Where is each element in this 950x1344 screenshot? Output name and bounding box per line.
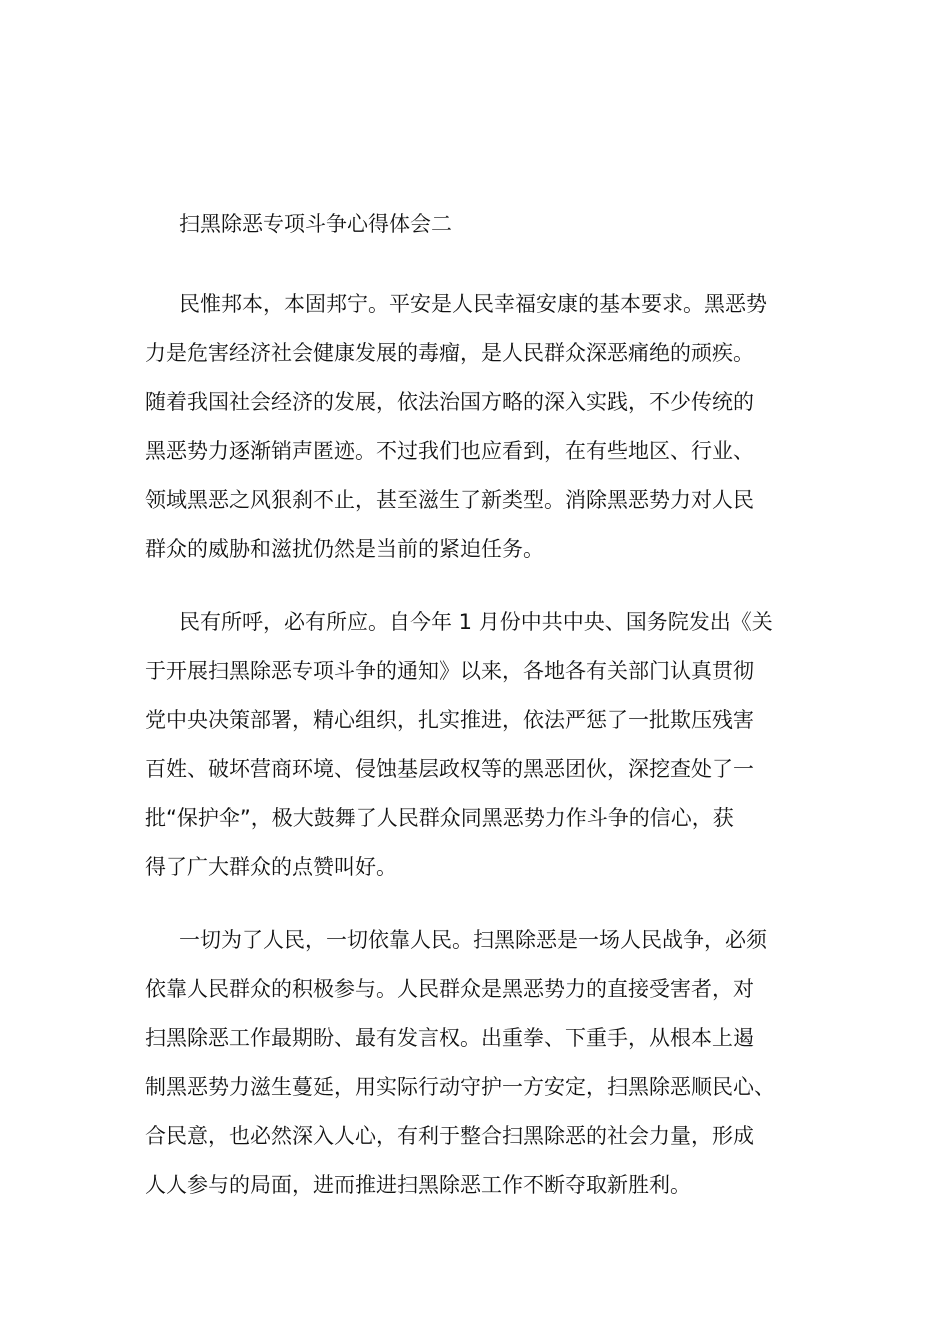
paragraph-line: 合民意，也必然深入人心，有利于整合扫黑除恶的社会力量，形成 <box>145 1124 754 1148</box>
paragraph-line: 随着我国社会经济的发展，依法治国方略的深入实践，不少传统的 <box>145 390 754 414</box>
paragraph-3 <box>145 916 815 1210</box>
paragraph-1 <box>145 280 815 574</box>
paragraph-line: 批“保护伞”，极大鼓舞了人民群众同黑恶势力作斗争的信心，获 <box>145 806 734 830</box>
paragraph-line: 力是危害经济社会健康发展的毒瘤，是人民群众深恶痛绝的顽疾。 <box>145 341 754 365</box>
paragraph-line: 群众的威胁和滋扰仍然是当前的紧迫任务。 <box>145 537 544 561</box>
paragraph-line: 制黑恶势力滋生蔓延，用实际行动守护一方安定，扫黑除恶顺民心、 <box>145 1075 775 1099</box>
paragraph-line: 得了广大群众的点赞叫好。 <box>145 855 397 879</box>
paragraph-line: 扫黑除恶工作最期盼、最有发言权。出重拳、下重手，从根本上遏 <box>145 1026 754 1050</box>
paragraph-line: 民有所呼，必有所应。自今年 1 月份中共中央、国务院发出《关 <box>179 610 773 634</box>
paragraph-2 <box>145 598 815 892</box>
paragraph-line: 领域黑恶之风狠刹不止，甚至滋生了新类型。消除黑恶势力对人民 <box>145 488 754 512</box>
paragraph-line: 黑恶势力逐渐销声匿迹。不过我们也应看到，在有些地区、行业、 <box>145 439 754 463</box>
paragraph-line: 依靠人民群众的积极参与。人民群众是黑恶势力的直接受害者，对 <box>145 977 754 1001</box>
paragraph-line: 于开展扫黑除恶专项斗争的通知》以来，各地各有关部门认真贯彻 <box>145 659 754 683</box>
paragraph-line: 百姓、破坏营商环境、侵蚀基层政权等的黑恶团伙，深挖查处了一 <box>145 757 754 781</box>
paragraph-line: 党中央决策部署，精心组织，扎实推进，依法严惩了一批欺压残害 <box>145 708 754 732</box>
document-title: 扫黑除恶专项斗争心得体会二 <box>179 212 452 236</box>
paragraph-line: 人人参与的局面，进而推进扫黑除恶工作不断夺取新胜利。 <box>145 1173 691 1197</box>
paragraph-line: 一切为了人民，一切依靠人民。扫黑除恶是一场人民战争，必须 <box>179 928 767 952</box>
paragraph-line: 民惟邦本，本固邦宁。平安是人民幸福安康的基本要求。黑恶势 <box>179 292 767 316</box>
